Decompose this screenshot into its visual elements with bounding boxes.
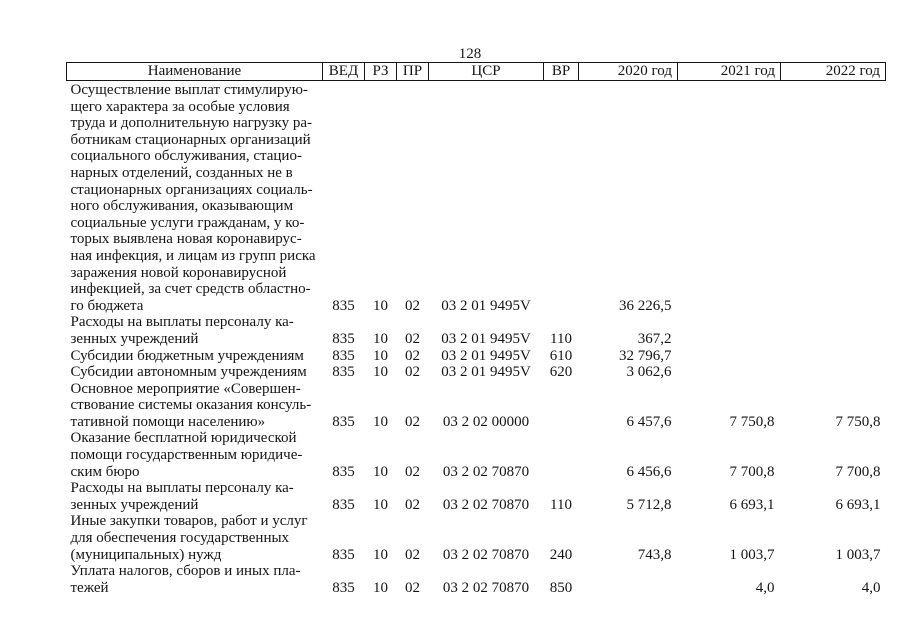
cell-vr: 620 xyxy=(549,364,573,381)
cell-pr: 02 xyxy=(405,297,420,314)
row-main-event-consulting-help xyxy=(67,381,886,431)
cell-2020: 367,2 xyxy=(637,330,672,347)
cell-2021: 6 693,1 xyxy=(729,496,775,513)
header-rz: РЗ xyxy=(365,63,397,81)
name-line: Субсидии бюджетным учреждениям xyxy=(70,347,304,364)
row-subsidies-autonomous-institutions xyxy=(67,364,886,381)
row-free-legal-aid xyxy=(67,430,886,480)
cell-rz: 10 xyxy=(373,463,388,480)
cell-pr: 02 xyxy=(405,579,420,596)
name-line: ствование системы оказания консуль- xyxy=(70,397,312,414)
cell-rz: 10 xyxy=(373,546,388,563)
cell-vr: 850 xyxy=(549,579,573,596)
name-line: Основное мероприятие «Совершен- xyxy=(70,380,301,397)
cell-vr xyxy=(544,81,579,315)
cell-name xyxy=(67,563,323,596)
name-line: стационарных организациях социаль- xyxy=(70,181,313,198)
cell-2022 xyxy=(781,314,886,347)
cell-ved: 835 xyxy=(332,579,355,596)
cell-csr: 03 2 02 70870 xyxy=(442,496,530,513)
cell-2020: 3 062,6 xyxy=(626,364,672,381)
row-other-procurement xyxy=(67,513,886,563)
cell-2020: 6 456,6 xyxy=(626,463,672,480)
name-line: го бюджета xyxy=(70,297,144,314)
name-line: тативной помощи населению» xyxy=(70,413,266,430)
cell-2021 xyxy=(678,314,781,347)
name-line: труда и дополнительную нагрузку ра- xyxy=(70,115,312,132)
row-subsidies-budget-institutions xyxy=(67,348,886,365)
cell-2020: 36 226,5 xyxy=(619,297,672,314)
cell-csr: 03 2 02 70870 xyxy=(442,546,530,563)
cell-2020: 32 796,7 xyxy=(619,347,672,364)
row-staff-payments-legal-aid xyxy=(67,480,886,513)
name-line: тежей xyxy=(70,579,109,596)
name-line: заражения новой коронавирусной xyxy=(70,264,287,281)
cell-ved: 835 xyxy=(332,364,355,381)
cell-ved: 835 xyxy=(332,546,355,563)
cell-pr: 02 xyxy=(405,496,420,513)
cell-name xyxy=(67,314,323,347)
cell-rz: 10 xyxy=(373,496,388,513)
name-line: Расходы на выплаты персоналу ка- xyxy=(70,314,294,331)
cell-2021 xyxy=(678,81,781,315)
cell-ved: 835 xyxy=(332,347,355,364)
header-csr: ЦСР xyxy=(429,63,544,81)
cell-name xyxy=(67,348,323,365)
name-line: ного обслуживания, оказывающим xyxy=(70,198,294,215)
budget-table xyxy=(66,62,886,596)
name-line: социального обслуживания, стацио- xyxy=(70,148,302,165)
cell-csr: 03 2 01 9495V xyxy=(441,364,531,381)
cell-2022: 4,0 xyxy=(861,579,881,596)
header-name: Наименование xyxy=(67,63,323,81)
cell-2020: 743,8 xyxy=(637,546,672,563)
cell-csr: 03 2 01 9495V xyxy=(441,330,531,347)
cell-name xyxy=(67,430,323,480)
name-line: ная инфекция, и лицам из групп риска xyxy=(70,247,316,264)
cell-2021 xyxy=(678,348,781,365)
cell-rz: 10 xyxy=(373,364,388,381)
cell-2022 xyxy=(781,364,886,381)
cell-2022: 7 750,8 xyxy=(835,413,881,430)
name-line: нарных отделений, созданных не в xyxy=(70,164,293,181)
cell-pr: 02 xyxy=(405,347,420,364)
cell-rz: 10 xyxy=(373,413,388,430)
cell-rz: 10 xyxy=(373,347,388,364)
cell-ved: 835 xyxy=(332,297,355,314)
cell-vr: 110 xyxy=(550,496,572,513)
cell-2020: 6 457,6 xyxy=(626,413,672,430)
name-line: Иные закупки товаров, работ и услуг xyxy=(70,513,308,530)
cell-2020 xyxy=(579,563,678,596)
header-vr: ВР xyxy=(544,63,579,81)
cell-rz: 10 xyxy=(373,330,388,347)
header-pr: ПР xyxy=(397,63,429,81)
cell-2022 xyxy=(781,81,886,315)
header-2021: 2021 год xyxy=(678,63,781,81)
cell-csr: 03 2 02 70870 xyxy=(442,579,530,596)
cell-csr: 03 2 02 00000 xyxy=(442,413,530,430)
name-line: Осуществление выплат стимулирую- xyxy=(70,82,308,98)
cell-name xyxy=(67,364,323,381)
row-stimulating-payments xyxy=(67,81,886,315)
cell-rz: 10 xyxy=(373,579,388,596)
cell-csr: 03 2 01 9495V xyxy=(441,297,531,314)
cell-pr: 02 xyxy=(405,413,420,430)
header-2022: 2022 год xyxy=(781,63,886,81)
cell-csr: 03 2 02 70870 xyxy=(442,463,530,480)
cell-2021: 7 750,8 xyxy=(729,413,775,430)
cell-pr: 02 xyxy=(405,364,420,381)
name-line: Субсидии автономным учреждениям xyxy=(70,364,307,381)
row-staff-payments xyxy=(67,314,886,347)
cell-ved: 835 xyxy=(332,413,355,430)
cell-name xyxy=(67,381,323,431)
cell-pr: 02 xyxy=(405,330,420,347)
cell-2022: 7 700,8 xyxy=(835,463,881,480)
cell-name xyxy=(67,81,323,315)
cell-csr: 03 2 01 9495V xyxy=(441,347,531,364)
cell-2022: 6 693,1 xyxy=(835,496,881,513)
name-line: инфекцией, за счет средств областно- xyxy=(70,281,311,298)
cell-2022 xyxy=(781,348,886,365)
cell-rz: 10 xyxy=(373,297,388,314)
name-line: Расходы на выплаты персоналу ка- xyxy=(70,480,294,497)
cell-2021: 1 003,7 xyxy=(729,546,775,563)
header-ved: ВЕД xyxy=(323,63,365,81)
row-taxes-fees xyxy=(67,563,886,596)
cell-2021: 4,0 xyxy=(755,579,775,596)
cell-vr: 240 xyxy=(549,546,573,563)
name-line: Оказание бесплатной юридической xyxy=(70,430,297,447)
cell-ved: 835 xyxy=(332,463,355,480)
cell-name xyxy=(67,513,323,563)
cell-ved: 835 xyxy=(332,496,355,513)
name-line: зенных учреждений xyxy=(70,496,199,513)
cell-vr xyxy=(544,430,579,480)
cell-pr: 02 xyxy=(405,546,420,563)
name-line: зенных учреждений xyxy=(70,330,199,347)
name-line: (муниципальных) нужд xyxy=(70,546,222,563)
name-line: торых выявлена новая коронавирус- xyxy=(70,231,302,248)
name-line: для обеспечения государственных xyxy=(70,530,290,547)
name-line: щего характера за особые условия xyxy=(70,98,290,115)
header-2020: 2020 год xyxy=(579,63,678,81)
cell-vr xyxy=(544,381,579,431)
cell-vr: 110 xyxy=(550,330,572,347)
cell-pr: 02 xyxy=(405,463,420,480)
header-row xyxy=(67,63,886,81)
name-line: ским бюро xyxy=(70,463,140,480)
name-line: социальные услуги гражданам, у ко- xyxy=(70,214,305,231)
name-line: помощи государственным юридиче- xyxy=(70,447,303,464)
name-line: Уплата налогов, сборов и иных пла- xyxy=(70,563,301,580)
cell-vr: 610 xyxy=(549,347,573,364)
name-line: ботникам стационарных организаций xyxy=(70,131,311,148)
cell-name xyxy=(67,480,323,513)
cell-2022: 1 003,7 xyxy=(835,546,881,563)
cell-2021: 7 700,8 xyxy=(729,463,775,480)
cell-ved: 835 xyxy=(332,330,355,347)
cell-2021 xyxy=(678,364,781,381)
cell-2020: 5 712,8 xyxy=(626,496,672,513)
page-number: 128 xyxy=(458,46,482,62)
